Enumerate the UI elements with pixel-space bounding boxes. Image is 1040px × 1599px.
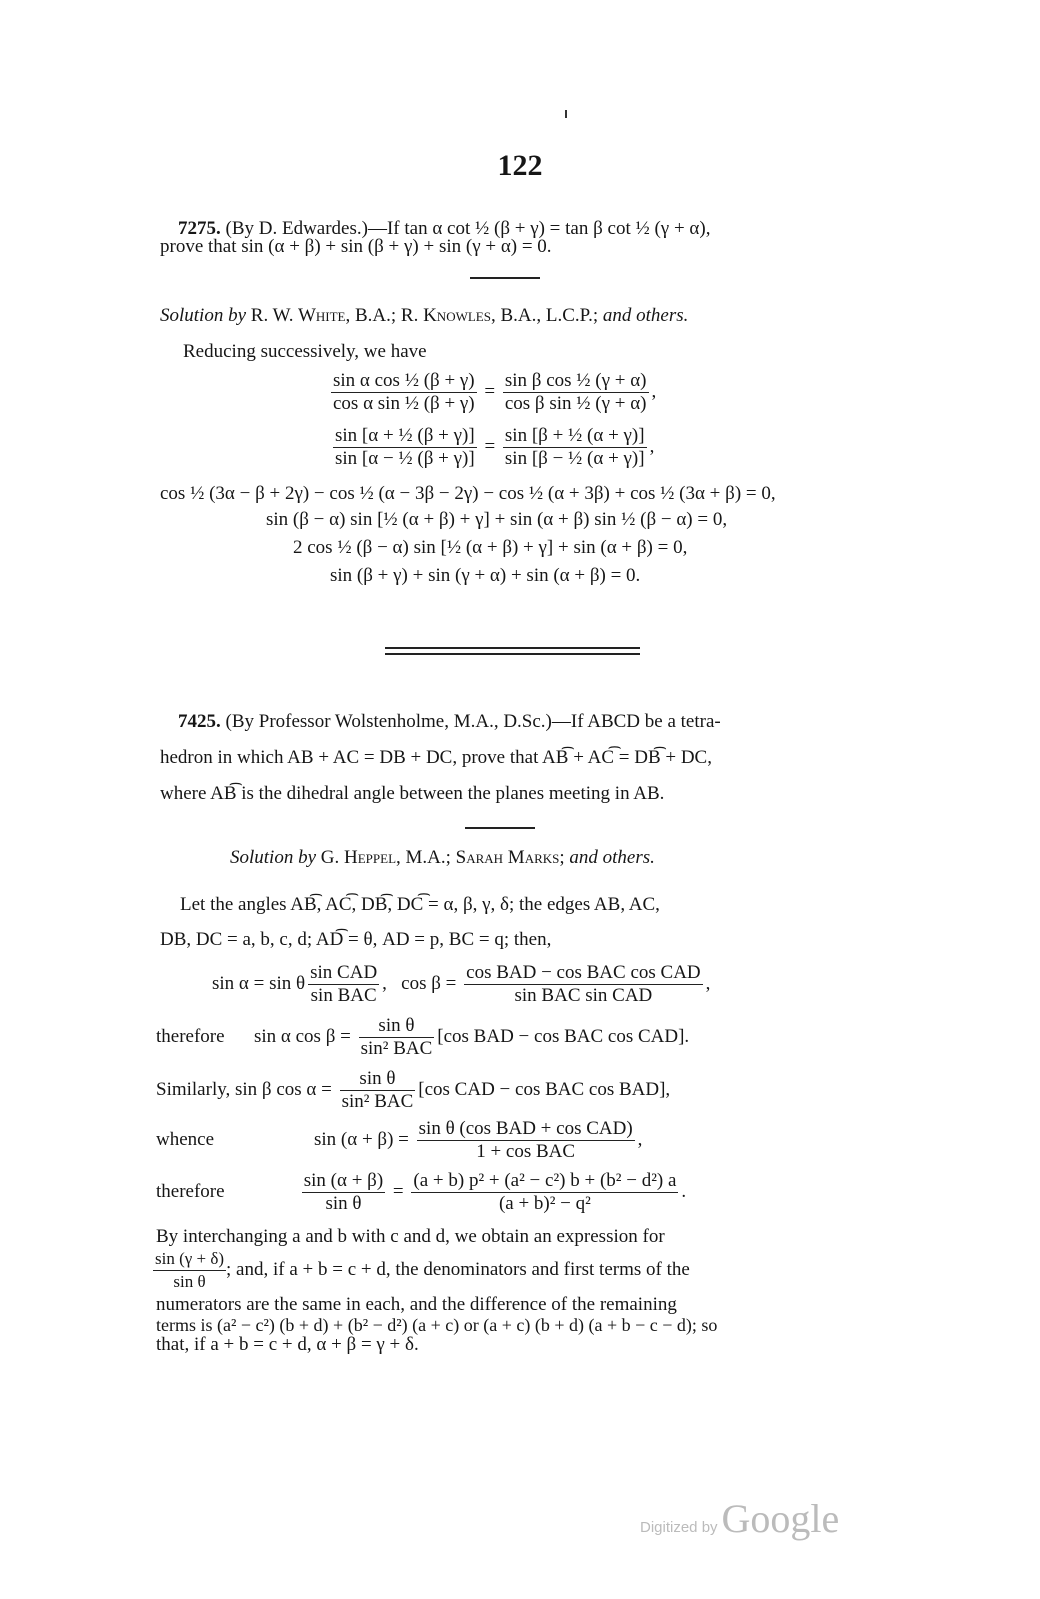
fraction: $\frac{\text{cos BAD − cos BAC cos CAD}}{\text{sin BAC sin CAD}}$ [466,962,701,1006]
double-rule-bottom [385,653,640,655]
fraction: $\frac{\text{sin θ}}{\text{sin² BAC}}$ [360,1015,433,1059]
scan-mark [565,110,567,118]
fraction: $\frac{\text{(a + b) p² + (a² − c²) b + (b² − d²) a}}{\text{(a + b)² − q²}}$ [413,1170,677,1214]
intro-text: Reducing successively, we have [183,341,427,362]
question-text: (By Professor Wolstenholme, M.A., D.Sc.)—If ABCD be a tetra- [225,711,721,732]
fraction: $\frac{\text{sin β cos ½ (γ + α)}}{\text{cos β sin ½ (γ + α)}}$ [504,370,647,414]
separator-rule [470,277,540,279]
paragraph-line: numerators are the same in each, and the difference of the remaining [156,1294,677,1315]
fraction: $\frac{\text{sin θ (cos BAD + cos CAD)}}{\text{1 + cos BAC}}$ [418,1118,633,1162]
solution-by-label: Solution by [160,305,247,326]
fraction: $\frac{\text{sin [α + ½ (β + γ)]}}{\text{sin [α − ½ (β + γ)]}}$ [335,425,475,469]
and-others: and others. [569,847,655,868]
solution-heading-7425 [230,847,655,869]
fraction: $\frac{\text{sin α cos ½ (β + γ)}}{\text{cos α sin ½ (β + γ)}}$ [333,370,475,414]
solution-by-label: Solution by [230,847,317,868]
question-7425-line2: hedron in which AB + AC = DB + DC, prove that AB͡ + AC͡ = DB͡ + DC, [160,747,712,768]
paragraph-line: terms is (a² − c²) (b + d) + (b² − d²) (a + c) or (a + c) (b + d) (a + b − c − d); so [156,1315,718,1335]
equation-4: sin (β − α) sin [½ (α + β) + γ] + sin (α + β) sin ½ (β − α) = 0, [266,509,728,530]
question-7425-line1 [178,711,721,733]
solvers: G. Heppel, M.A.; Sarah Marks; [320,847,565,868]
equation-3: cos ½ (3α − β + 2γ) − cos ½ (α − 3β − 2γ) − cos ½ (α + 3β) + cos ½ (3α + β) = 0, [160,483,776,504]
question-number: 7275. [178,218,221,239]
paragraph-line: DB, DC = a, b, c, d; AD͡ = θ, AD = p, BC = q; then, [160,929,552,950]
fraction: $\frac{\sin (\gamma + \delta)}{\text{sin θ}}$ [155,1249,225,1291]
equation-e5: therefore $\frac{\sin (\alpha + \beta)}{\text{sin θ}}$ = $\frac{\text{(a + b) p² + (a² − c²) b + (b² − d²) a}}{\text{(a + b)² − q²}}$ . [156,1170,687,1214]
question-number: 7425. [178,711,221,732]
question-7275-line2: prove that sin (α + β) + sin (β + γ) + sin (γ + α) = 0. [160,236,552,257]
equation-1: $\frac{\text{sin α cos ½ (β + γ)}}{\text{cos α sin ½ (β + γ)}}$ = $\frac{\text{sin β cos ½ (γ + α)}}{\text{cos β sin ½ (γ + α)}}$ , [333,370,657,414]
question-7425-line3: where AB͡ is the dihedral angle between the planes meeting in AB. [160,783,665,804]
equation-e2: therefore sin α cos β = $\frac{\text{sin θ}}{\text{sin² BAC}}$ [cos BAD − cos BAC cos CAD]. [156,1015,690,1059]
paragraph-line: $\frac{\sin (\gamma + \delta)}{\text{sin θ}}$ ; and, if a + b = c + d, the denominators and first terms of the [155,1249,690,1291]
digitized-by-google-watermark: Digitized by Google [640,1496,840,1541]
paragraph-line: By interchanging a and b with c and d, we obtain an expression for [156,1226,665,1247]
fraction: $\frac{\text{sin [β + ½ (α + γ)]}}{\text{sin [β − ½ (α + γ)]}}$ [504,425,645,469]
page-number: 122 [497,149,543,182]
solvers: R. W. White, B.A.; R. Knowles, B.A., L.C.P.; [250,305,599,326]
paragraph-line: Let the angles AB͡, AC͡, DB͡, DC͡ = α, β, γ, δ; the edges AB, AC, [180,894,660,915]
question-text: (By D. Edwardes.)—If tan α cot ½ (β + γ) = tan β cot ½ (γ + α), [225,218,711,239]
equation-6: sin (β + γ) + sin (γ + α) + sin (α + β) = 0. [330,565,641,586]
fraction: $\frac{\text{sin θ}}{\text{sin² BAC}}$ [341,1068,414,1112]
equation-e4: whence sin (α + β) = $\frac{\text{sin θ (cos BAD + cos CAD)}}{\text{1 + cos BAC}}$ , [156,1118,643,1162]
and-others: and others. [602,305,689,326]
double-rule-top [385,647,640,649]
equation-e1: sin α = sin θ $\frac{\text{sin CAD}}{\text{sin BAC}}$ , cos β = $\frac{\text{cos BAD − cos BAC cos CAD}}{\text{sin BAC sin CAD}}$ , [212,962,711,1006]
separator-rule [465,827,535,829]
equation-2: $\frac{\text{sin [α + ½ (β + γ)]}}{\text{sin [α − ½ (β + γ)]}}$ = $\frac{\text{sin [β + ½ (α + γ)]}}{\text{sin [β − ½ (α + γ)]}}$ , [335,425,655,469]
paragraph-line: that, if a + b = c + d, α + β = γ + δ. [156,1334,419,1355]
fraction: $\frac{\sin (\alpha + \beta)}{\text{sin θ}}$ [303,1170,384,1214]
fraction: $\frac{\text{sin CAD}}{\text{sin BAC}}$ [310,962,378,1006]
equation-e3: Similarly, sin β cos α = $\frac{\text{sin θ}}{\text{sin² BAC}}$ [cos CAD − cos BAC cos BAD], [156,1068,671,1112]
equation-5: 2 cos ½ (β − α) sin [½ (α + β) + γ] + sin (α + β) = 0, [293,537,688,558]
solution-heading-7275 [160,305,688,327]
